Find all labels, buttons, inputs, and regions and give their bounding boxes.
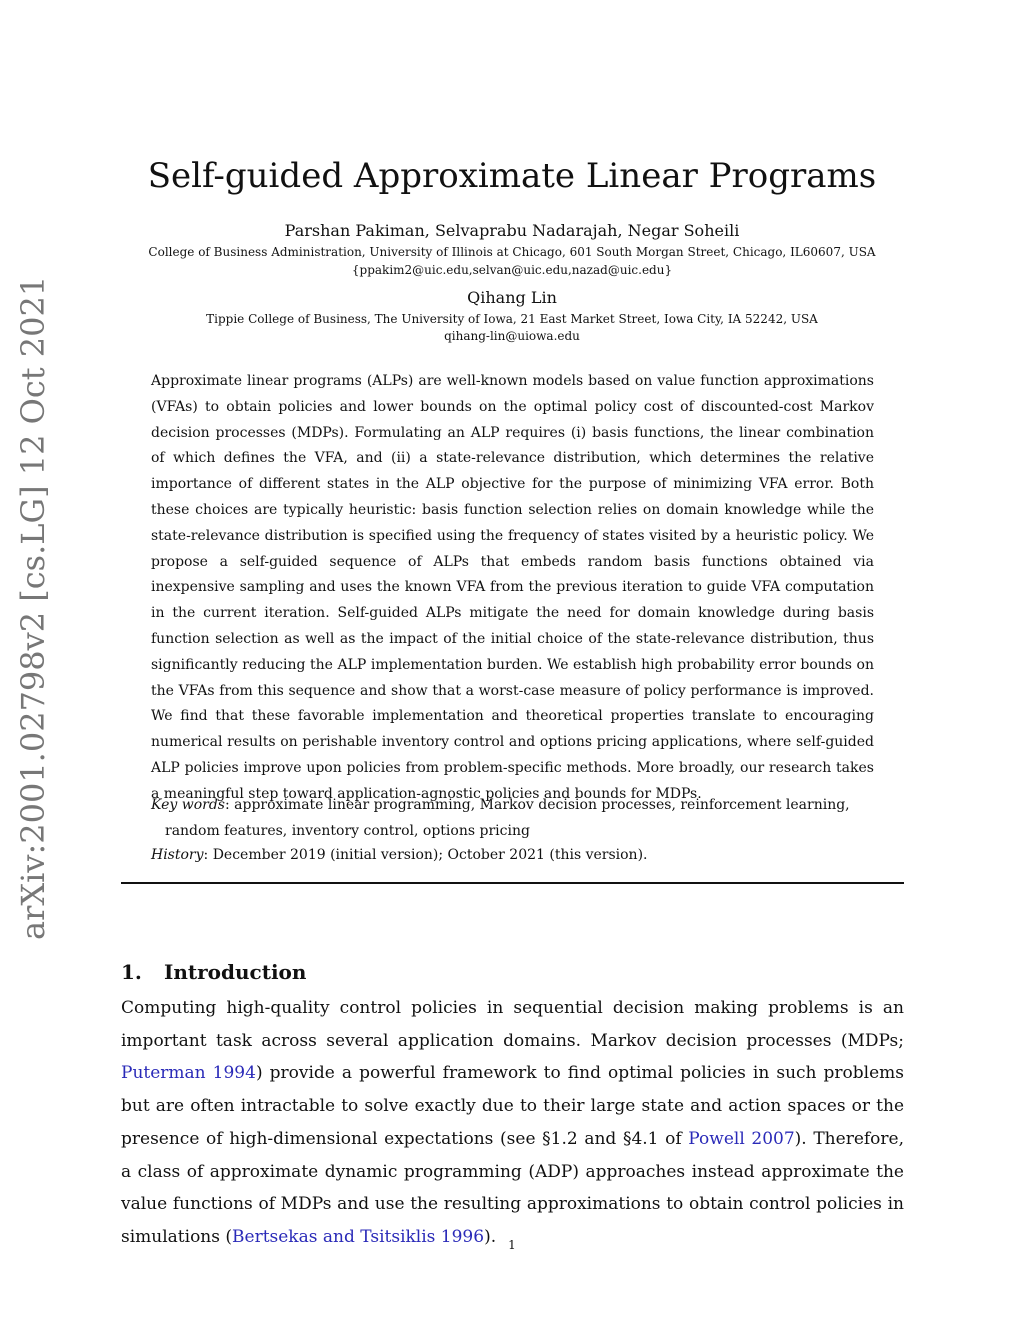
history-text: December 2019 (initial version); October 2021 (this version). <box>212 847 648 863</box>
history-label: History <box>151 847 204 863</box>
section-number: 1. <box>121 960 142 984</box>
keywords-label: Key words <box>151 797 225 813</box>
intro-text-3: ). Therefore, a class of approximate dynamic programming (ADP) approaches instead approximate the value functions of MDPs and use the resulting approximations to obtain control policies in simulations ( <box>121 1128 905 1247</box>
arxiv-identifier: arXiv:2001.02798v2 [cs.LG] 12 Oct 2021 <box>14 275 52 940</box>
history: History: December 2019 (initial version); October 2021 (this version). <box>151 847 648 863</box>
section-divider <box>121 882 904 884</box>
section-heading <box>121 960 306 984</box>
authors-line: Parshan Pakiman, Selvaprabu Nadarajah, Negar Soheili <box>284 221 740 240</box>
email-lin: qihang-lin@uiowa.edu <box>444 329 580 343</box>
paper-title: Self-guided Approximate Linear Programs <box>147 156 877 196</box>
page-number: 1 <box>508 1238 516 1252</box>
affiliation-uic: College of Business Administration, University of Illinois at Chicago, 601 South Morgan Street, Chicago, IL60607, USA <box>148 245 876 259</box>
emails-uic: {ppakim2@uic.edu,selvan@uic.edu,nazad@uic.edu} <box>351 263 673 277</box>
author-lin: Qihang Lin <box>467 288 557 307</box>
intro-text-2: ) provide a powerful framework to find optimal policies in such problems but are often intractable to solve exactly due to their large state and action spaces or the presence of high-dimensional expectations (see §1.2 and §4.1 of <box>121 1063 905 1149</box>
citation-bertsekas[interactable]: Bertsekas and Tsitsiklis 1996 <box>232 1226 485 1247</box>
keywords-text: approximate linear programming, Markov decision processes, reinforcement learning, random features, inventory control, options pricing <box>165 797 850 839</box>
citation-powell[interactable]: Powell 2007 <box>688 1128 795 1149</box>
intro-text-4: ). <box>484 1226 497 1247</box>
section-title: Introduction <box>164 960 307 984</box>
citation-puterman[interactable]: Puterman 1994 <box>121 1063 256 1084</box>
intro-paragraph <box>121 992 904 1254</box>
intro-text-1: Computing high-quality control policies in sequential decision making problems is an important task across several application domains. Markov decision processes (MDPs; <box>121 998 904 1051</box>
abstract: Approximate linear programs (ALPs) are well-known models based on value function approximations (VFAs) to obtain policies and lower bounds on the optimal policy cost of discounted-cost Markov decision processes (MDPs). Formulating an ALP requires (i) basis functions, the linear combination of which defines the VFA, and (ii) a state-relevance distribution, which determines the relative importance of different states in the ALP objective for the purpose of minimizing VFA error. Both these choices are typically heuristic: basis function selection relies on domain knowledge while the state-relevance distribution is specified using the frequency of states visited by a heuristic policy. We propose a self-guided sequence of ALPs that embeds random basis functions obtained via inexpensive sampling and uses the known VFA from the previous iteration to guide VFA computation in the current iteration. Self-guided ALPs mitigate the need for domain knowledge during basis function selection as well as the impact of the initial choice of the state-relevance distribution, thus significantly reducing the ALP implementation burden. We establish high probability error bounds on the VFAs from this sequence and show that a worst-case measure of policy performance is improved. We find that these favorable implementation and theoretical properties translate to encouraging numerical results on perishable inventory control and options pricing applications, where self-guided ALP policies improve upon policies from problem-specific methods. More broadly, our research takes a meaningful step toward application-agnostic policies and bounds for MDPs. <box>151 373 874 802</box>
affiliation-iowa: Tippie College of Business, The University of Iowa, 21 East Market Street, Iowa City, IA 52242, USA <box>206 312 818 326</box>
keywords: Key words: approximate linear programming, Markov decision processes, reinforcement learning, random features, inventory control, options pricing <box>151 797 850 839</box>
